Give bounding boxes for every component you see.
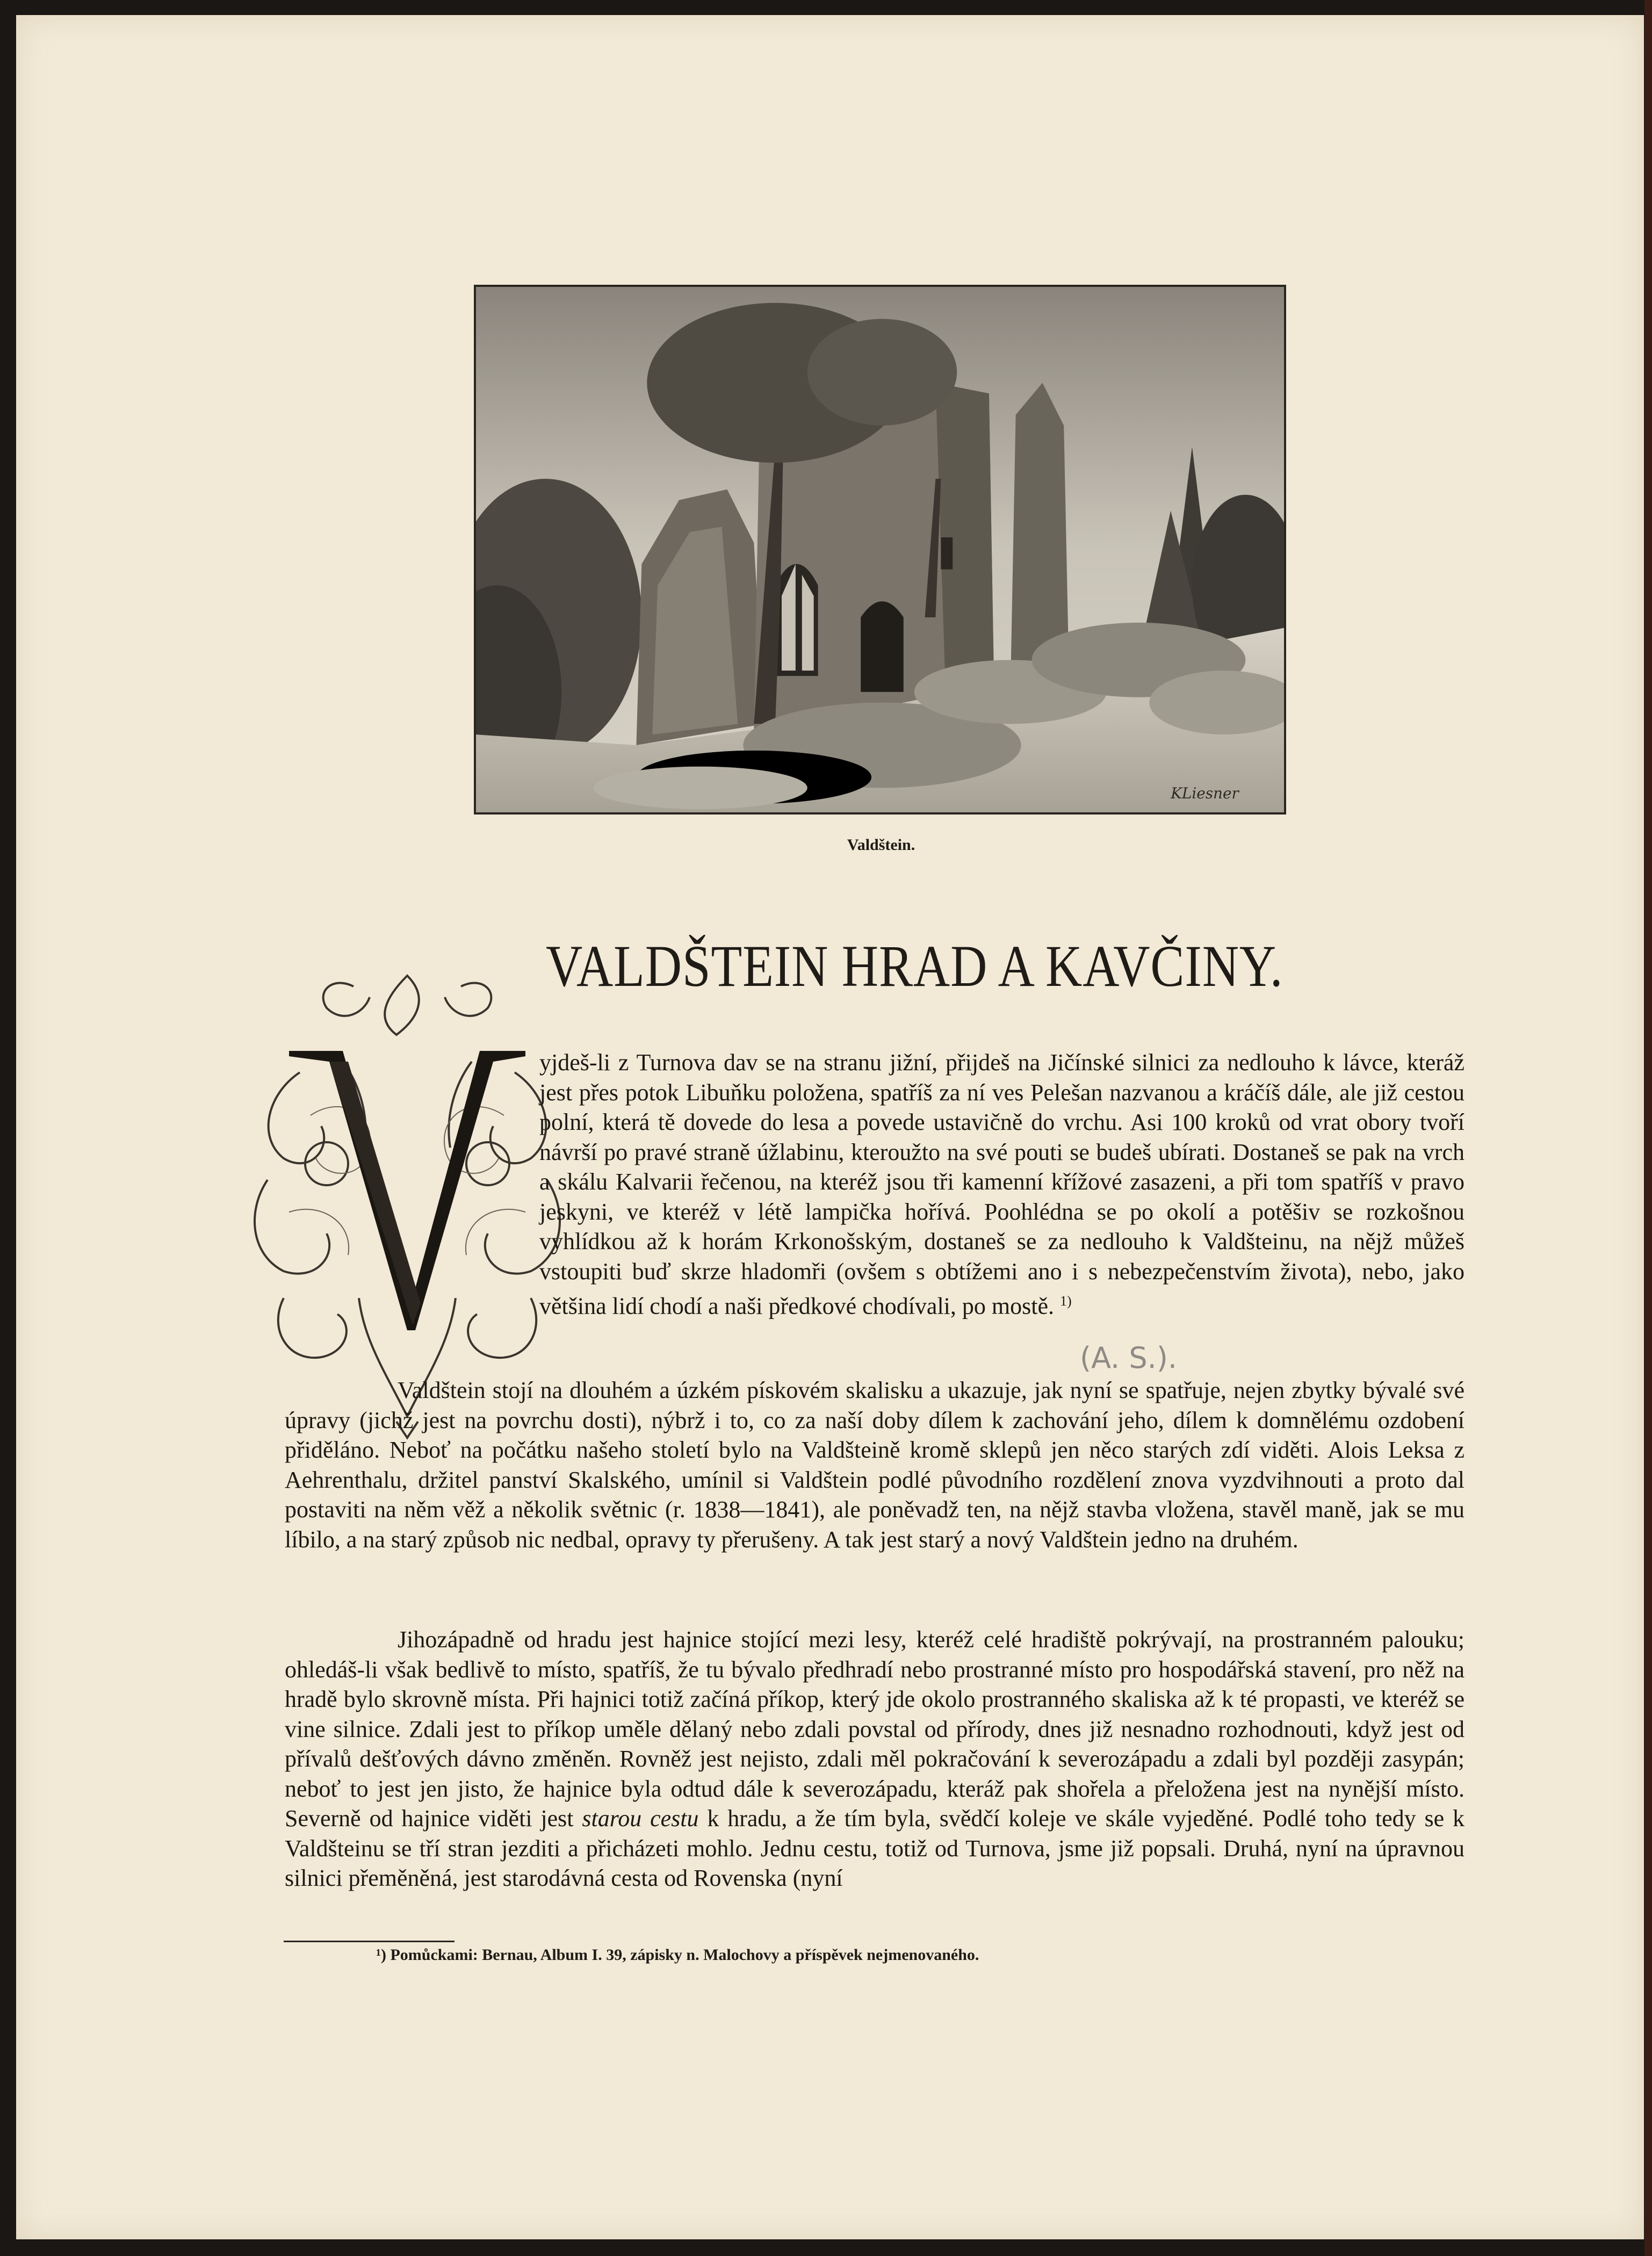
paragraph-1-text: yjdeš-li z Turnova dav se na stranu jižní, přijdeš na Jičínské silnici za nedlouho k lávce, kteráž jest přes potok Libuňku položena, spatříš za ní ves Pelešan nazvanou a kráčíš dále, ale již cestou polní, která tě dovede do lesa a povede ustavičně do vrchu. Asi 100 kroků od vrat obory tvoří návrší po pravé straně úžlabinu, kteroužto na své pouti se budeš ubírati. Dostaneš se pak na vrch a skálu Kalvarii řečenou, na kteréž jsou tři kamenní křížové zasazeni, a při tom spatříš v pravo jeskyni, ve kteréž v létě lampička hořívá. Poohlédna se po okolí a potěšiv se rozkošnou vyhlídkou až k horám Krkonošským, dostaneš se za nedlouho k Valdšteinu, na nějž můžeš vstoupiti buď skrze hladomři (ovšem s obtížemi ano i s nebezpečenstvím života), nebo, jako většina lidí chodí a naši předkové chodívali, po mostě.: [539, 1049, 1465, 1320]
svg-text:KLiesner: KLiesner: [1171, 784, 1239, 803]
castle-ruin-engraving-icon: [476, 287, 1284, 812]
footnote-rule: [284, 1941, 455, 1942]
paragraph-3: [285, 1625, 1465, 1942]
paragraph-3-text-b: k hradu, a že tím byla, svědčí koleje ve skále vyjeděné. Podlé toho tedy se k Valdšteinu se tří stran jezditi a přicházeti mohlo. Jednu cestu, totiž od Turnova, jsme již popsali. Druhá, nyní na úpravnou silnici přeměněná, jest starodávná cesta od Rovenska (nyní: [285, 1805, 1465, 1891]
paragraph-3-italic: starou cestu: [582, 1805, 699, 1832]
paragraph-2: [285, 1375, 1465, 1633]
illustration-caption: Valdštein.: [847, 836, 915, 854]
pencil-annotation: (A. S.).: [1080, 1341, 1178, 1375]
book-binding-edge: [1644, 0, 1652, 2256]
ornamental-initial-v: [235, 954, 579, 1443]
chapter-heading: VALDŠTEIN HRAD A KAVČINY.: [546, 933, 1283, 999]
paragraph-2-text: Valdštein stojí na dlouhém a úzkém pískovém skalisku a ukazuje, jak nyní se spatřuje, nejen zbytky bývalé své úpravy (jichž jest na povrchu dosti), nýbrž i to, co za naší doby dílem k zachování jeho, dílem k domnělému ozdobení přiděláno. Neboť na počátku našeho století bylo na Valdšteině kromě sklepů jen něco starých zdí viděti. Alois Leksa z Aehrenthalu, držitel panství Skalského, umínil si Valdštein podlé původního rozdělení znova vyzdvihnouti a proto dal postaviti na něm věž a několik světnic (r. 1838—1841), ale poněvadž ten, na nějž stavba vložena, stavěl maně, jak se mu líbilo, a na starý způsob nic nedbal, opravy ty přerušeny. A tak jest starý a nový Valdštein jedno na druhém.: [285, 1377, 1465, 1553]
ornamental-initial-icon: [235, 954, 579, 1443]
footnote: ¹) Pomůckami: Bernau, Album I. 39, zápisky n. Malochovy a příspěvek nejmenovaného.: [376, 1946, 979, 1964]
paragraph-3-text-a: Jihozápadně od hradu jest hajnice stojící mezi lesy, kteréž celé hradiště pokrývají, na prostranném palouku; ohledáš-li však bedlivě to místo, spatříš, že tu bývalo předhradí nebo prostranné místo pro hospodářská stavení, pro něž na hradě bylo skrovně místa. Při hajnici totiž začíná příkop, který jde okolo prostranného skaliska až k té propasti, ve kteréž se vine silnice. Zdali jest to příkop uměle dělaný nebo zdali povstal od přírody, dnes již nesnadno rozhodnouti, když jest od přívalů dešťových dávno změněn. Rovněž jest nejisto, zdali měl pokračování k severozápadu a zdali byl později zasypán; neboť to jest jen jisto, že hajnice byla odtud dále k severozápadu, kteráž pak shořela a přeložena jest na nynější místo. Severně od hajnice viděti jest: [285, 1626, 1465, 1832]
footnote-reference: 1): [1060, 1293, 1072, 1309]
scan-top-band: [0, 0, 1652, 15]
castle-ruin-illustration: [474, 285, 1286, 815]
